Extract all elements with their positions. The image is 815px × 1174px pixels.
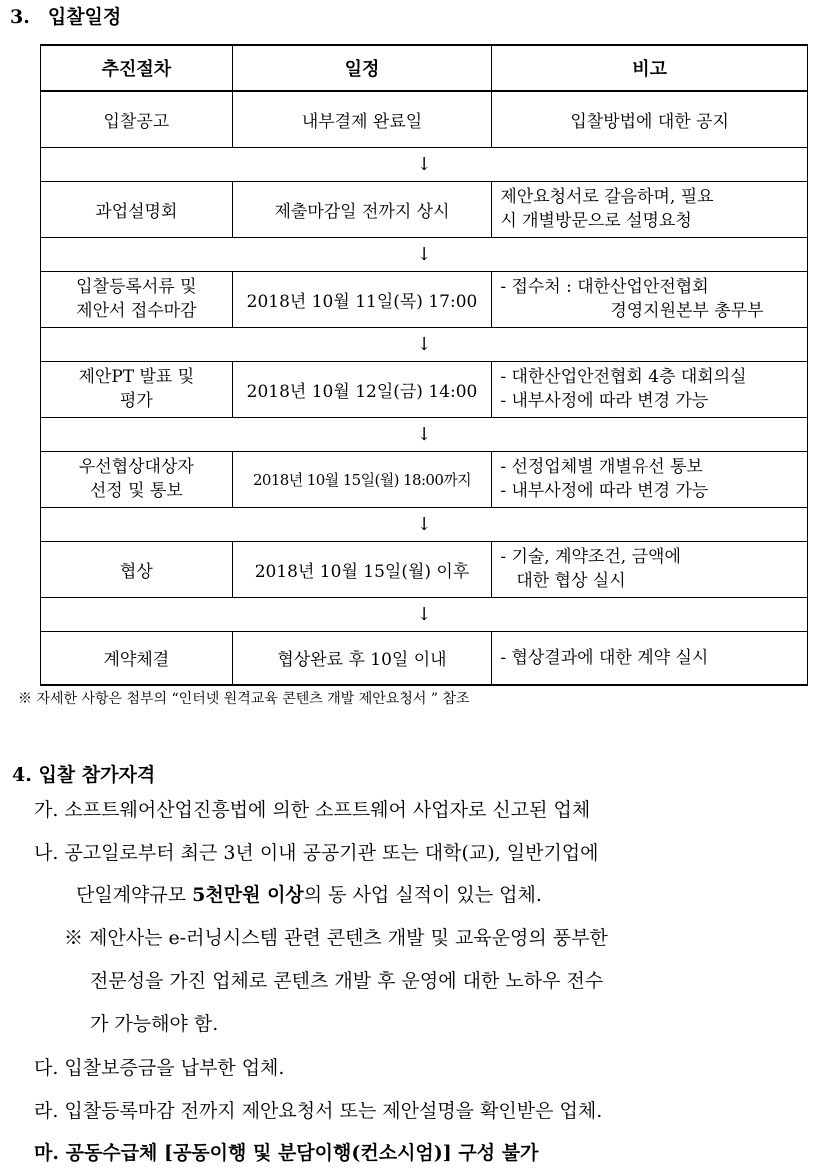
note-line: - 대한산업안전협회 4층 대회의실 — [500, 367, 747, 387]
item-ga: 가. 소프트웨어산업진흥법에 의한 소프트웨어 사업자로 신고된 업체 — [34, 799, 591, 821]
table-row — [41, 361, 808, 417]
step-cell: 제안PT 발표 및 평가 — [41, 361, 233, 417]
header-note: 비고 — [492, 45, 808, 91]
step-cell: 입찰등록서류 및 제안서 접수마감 — [41, 271, 233, 327]
note-line: - 내부사정에 따라 변경 가능 — [500, 391, 709, 411]
note-line: 입찰방법에 대한 공지 — [570, 111, 729, 132]
item-ra: 라. 입찰등록마감 전까지 제안요청서 또는 제안설명을 확인받은 업체. — [34, 1100, 603, 1122]
schedule-cell: 제출마감일 전까지 상시 — [232, 181, 492, 237]
down-arrow-icon: ↓ — [41, 147, 808, 181]
section-3-heading — [10, 2, 121, 29]
item-na-pre: 단일계약규모 — [76, 884, 193, 906]
schedule-cell: 협상완료 후 10일 이내 — [232, 631, 492, 685]
schedule-cell: 2018년 10월 15일(월) 18:00까지 — [232, 451, 492, 507]
table-row — [41, 271, 808, 327]
item-na-line2 — [76, 881, 542, 909]
note-cell — [492, 361, 808, 417]
note-cell — [492, 181, 808, 237]
table-row — [41, 541, 808, 597]
arrow-row — [41, 147, 808, 181]
step-cell: 계약체결 — [41, 631, 233, 685]
note-line: 대한 협상 실시 — [516, 571, 626, 591]
item-na-post: 의 동 사업 실적이 있는 업체. — [303, 884, 542, 906]
step-cell: 우선협상대상자 선정 및 통보 — [41, 451, 233, 507]
header-schedule: 일정 — [232, 45, 492, 91]
note-line-2: 전문성을 가진 업체로 콘텐츠 개발 후 운영에 대한 노하우 전수 — [90, 970, 604, 992]
section-4-heading: 4. 입찰 참가자격 — [12, 764, 156, 786]
down-arrow-icon: ↓ — [41, 417, 808, 451]
note-cell — [492, 91, 808, 147]
schedule-table — [40, 44, 808, 686]
header-step: 추진절차 — [41, 45, 233, 91]
note-cell — [492, 451, 808, 507]
step-cell: 과업설명회 — [41, 181, 233, 237]
note-line: - 접수처 : 대한산업안전협회 — [500, 277, 709, 297]
schedule-cell: 2018년 10월 12일(금) 14:00 — [232, 361, 492, 417]
item-ma: 마. 공동수급체 [공동이행 및 분담이행(컨소시엄)] 구성 불가 — [34, 1142, 539, 1164]
note-line: - 협상결과에 대한 계약 실시 — [500, 647, 709, 668]
step-cell: 입찰공고 — [41, 91, 233, 147]
table-row — [41, 181, 808, 237]
note-line: 제안요청서로 갈음하며, 필요 — [500, 187, 714, 207]
schedule-cell: 내부결제 완료일 — [232, 91, 492, 147]
note-line: 시 개별방문으로 설명요청 — [500, 211, 692, 231]
arrow-row — [41, 417, 808, 451]
note-line: - 기술, 계약조건, 금액에 — [500, 547, 681, 567]
arrow-row — [41, 507, 808, 541]
down-arrow-icon: ↓ — [41, 507, 808, 541]
arrow-row — [41, 597, 808, 631]
note-line: - 선정업체별 개별유선 통보 — [500, 457, 703, 477]
schedule-cell: 2018년 10월 15일(월) 이후 — [232, 541, 492, 597]
note-cell — [492, 271, 808, 327]
down-arrow-icon: ↓ — [41, 237, 808, 271]
note-line-3: 가 가능해야 함. — [90, 1013, 219, 1035]
note-line: - 내부사정에 따라 변경 가능 — [500, 481, 709, 501]
section-3-title: 입찰일정 — [47, 6, 122, 28]
note-line-1: ※ 제안사는 e-러닝시스템 관련 콘텐츠 개발 및 교육운영의 풍부한 — [64, 927, 608, 949]
footnote: ※ 자세한 사항은 첨부의 “인터넷 원격교육 콘텐츠 개발 제안요청서 ” 참조 — [18, 691, 470, 707]
table-row — [41, 631, 808, 685]
section-3-number: 3. — [10, 6, 30, 28]
item-da: 다. 입찰보증금을 납부한 업체. — [34, 1057, 285, 1079]
step-cell: 협상 — [41, 541, 233, 597]
table-row — [41, 451, 808, 507]
arrow-row — [41, 327, 808, 361]
schedule-cell: 2018년 10월 11일(목) 17:00 — [232, 271, 492, 327]
down-arrow-icon: ↓ — [41, 327, 808, 361]
down-arrow-icon: ↓ — [41, 597, 808, 631]
item-na-bold: 5천만원 이상 — [192, 884, 304, 906]
item-na-line1: 나. 공고일로부터 최근 3년 이내 공공기관 또는 대학(교), 일반기업에 — [34, 842, 599, 864]
note-line: 경영지원본부 총무부 — [610, 301, 764, 321]
arrow-row — [41, 237, 808, 271]
note-cell — [492, 541, 808, 597]
table-row — [41, 91, 808, 147]
note-cell — [492, 631, 808, 685]
